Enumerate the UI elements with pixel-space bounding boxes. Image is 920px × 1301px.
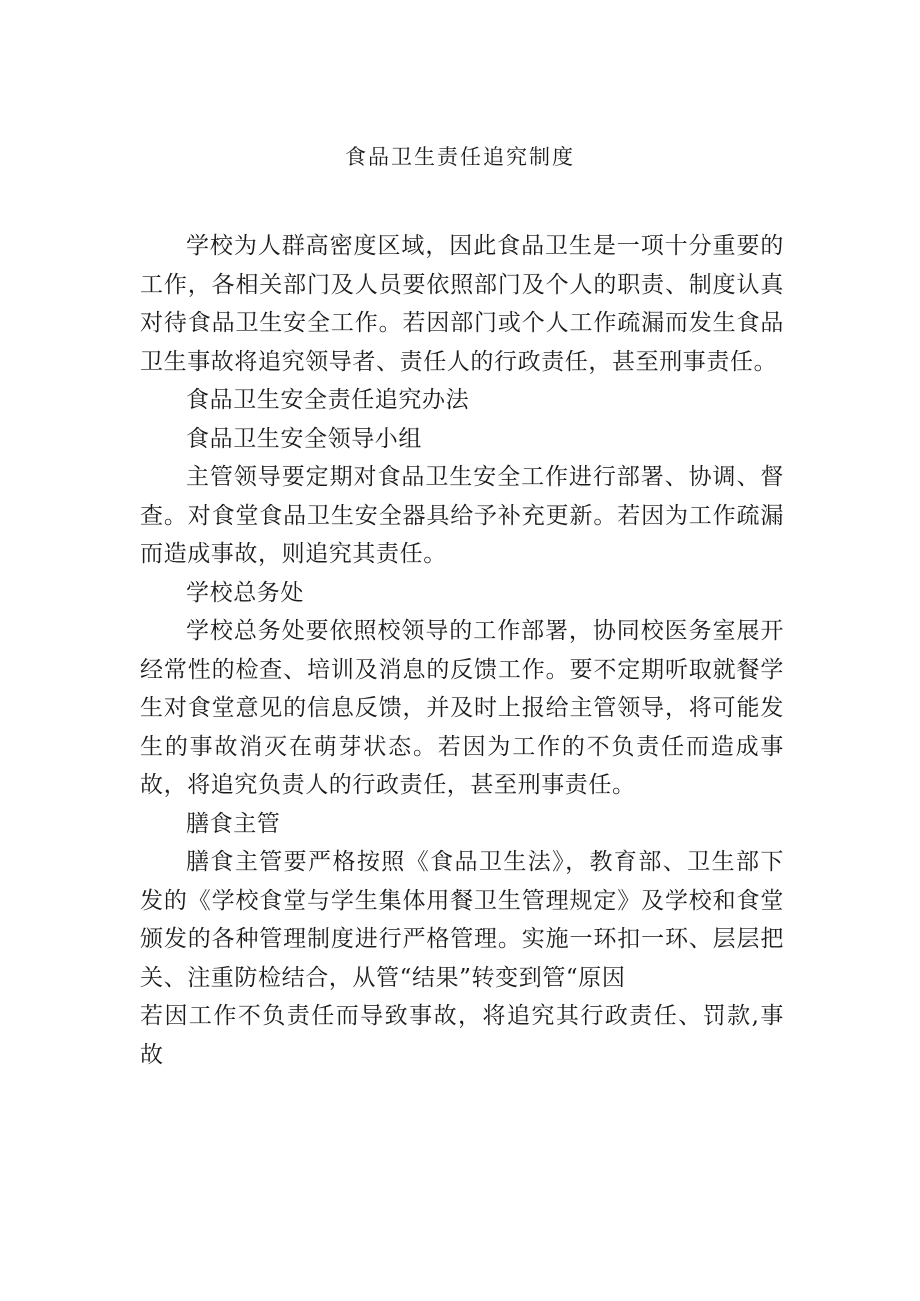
paragraph-leadership-group: 主管领导要定期对食品卫生安全工作进行部署、协调、督查。对食堂食品卫生安全器具给予补充更新。若因为工作疏漏而造成事故，则追究其责任。: [140, 464, 784, 567]
heading-leadership-group: 食品卫生安全领导小组: [186, 425, 422, 452]
document-title: 食品卫生责任追究制度: [345, 145, 575, 169]
heading-catering-supervisor: 膳食主管: [186, 810, 281, 837]
document-body: [140, 227, 784, 1074]
paragraph-general-affairs: 学校总务处要依照校领导的工作部署，协同校医务室展开经常性的检查、培训及消息的反馈工作。要不定期听取就餐学生对食堂意见的信息反馈，并及时上报给主管领导，将可能发生的事故消灭在萌芽状态。若因为工作的不负责任而造成事故，将追究负责人的行政责任，甚至刑事责任。: [140, 618, 784, 798]
heading-accountability-method: 食品卫生安全责任追究办法: [186, 387, 470, 413]
paragraph-intro: 学校为人群高密度区域，因此食品卫生是一项十分重要的工作，各相关部门及人员要依照部门及个人的职责、制度认真对待食品卫生安全工作。若因部门或个人工作疏漏而发生食品卫生事故将追究领导者、责任人的行政责任，甚至刑事责任。: [140, 233, 784, 375]
paragraph-continuation: 若因工作不负责任而导致事故，将追究其行政责任、罚款,事故: [140, 1003, 784, 1068]
heading-general-affairs: 学校总务处: [186, 579, 304, 606]
paragraph-catering-supervisor: 膳食主管要严格按照《食品卫生法》，教育部、卫生部下发的《学校食堂与学生集体用餐卫生管理规定》及学校和食堂颁发的各种管理制度进行严格管理。实施一环扣一环、层层把关、注重防检结合，从管“结果”转变到管“原因: [140, 849, 784, 991]
